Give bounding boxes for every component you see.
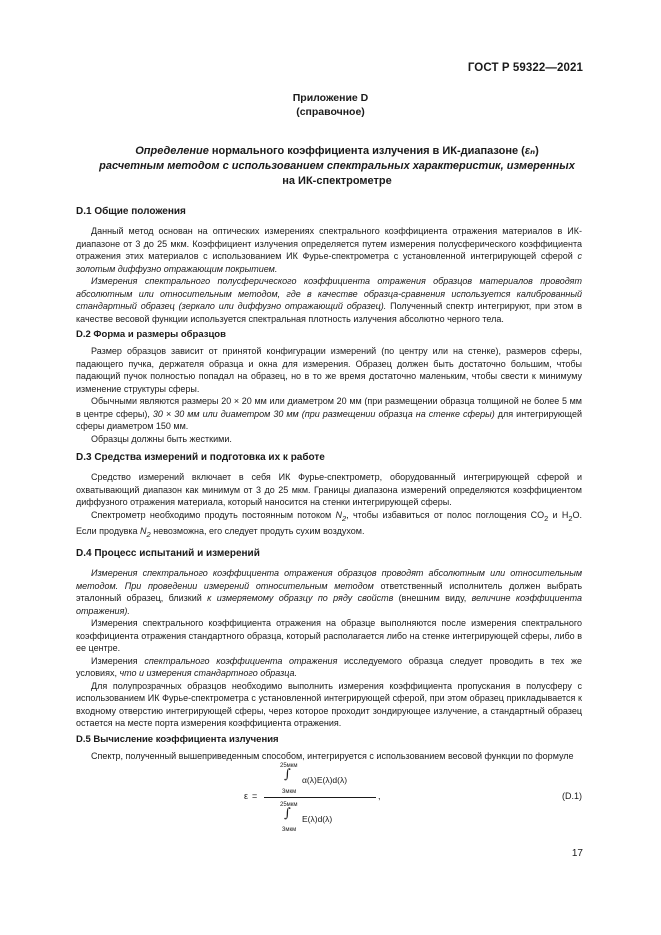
fraction-line (264, 797, 376, 798)
formula-epsilon: ε (244, 791, 249, 802)
annex-subtitle: (справочное) (296, 106, 365, 118)
numerator-upper-limit: 25мкм (280, 763, 298, 770)
denominator-lower-limit: 3мкм (282, 827, 297, 834)
section-d1-paragraph-2: Измерения спектрального полусферического коэффициента отражения образцов материалов проводят абсолютным или относительным методом, где в качестве образца-сравнения используется калиброванный стандартный образец (зеркало или диффузно отражающий образец). Полученный спектр интегрируют, при этом в качестве весовой функции используется спектральная плотность излучения абсолютно черного тела. (76, 276, 582, 324)
section-d2-paragraph-2: Обычными являются размеры 20 × 20 мм или диаметром 20 мм (при размещении образца толщиной не более 5 мм в центре сферы), 30 × 30 мм или диаметром 30 мм (при размещении образца на стенке сферы) для интегрирующей сферы диаметром 150 мм. (76, 396, 582, 431)
section-d4-paragraph-2: Измерения спектрального коэффициента отражения на образце выполняются после измерения спектрального коэффициента отражения стандартного образца, который располагается либо на стенке интегрирующей сферы, либо в ее центре. (76, 618, 582, 654)
document-title (72, 144, 602, 189)
section-d3-heading: D.3 Средства измерений и подготовка их к работе (76, 452, 325, 463)
section-d4-heading: D.4 Процесс испытаний и измерений (76, 548, 260, 560)
formula-comma: , (378, 791, 381, 802)
section-d1-heading: D.1 Общие положения (76, 206, 186, 217)
section-d2-paragraph-3: Образцы должны быть жесткими. (91, 433, 232, 444)
formula-number: (D.1) (562, 791, 582, 802)
numerator-integral-sign: ∫ (284, 767, 291, 783)
emissivity-formula (244, 763, 394, 834)
title-line-2: расчетным методом с использованием спектральных характеристик, измеренных (99, 160, 575, 172)
section-d1-paragraph-1: Данный метод основан на оптических измерениях спектрального коэффициента отражения материалов в ИК-диапазоне от 3 до 25 мкм. Коэффициент излучения определяется путем измерения полусферического коэффициента отражения этих материалов с использованием ИК Фурье-спектрометра с установленной интегрирующей сферой с золотым диффузно отражающим покрытием. (76, 226, 582, 274)
page-number: 17 (571, 848, 583, 859)
section-d5-heading: D.5 Вычисление коэффициента излучения (76, 733, 279, 745)
formula-equals: = (252, 791, 258, 802)
emissivity-formula-row (76, 763, 582, 834)
section-d3-paragraph-1: Средство измерений включает в себя ИК Фурье-спектрометр, оборудованный интегрирующей сферой и охватывающий диапазон как минимум от 3 до 25 мкм. Границы диапазона измерений определяются коэффициентом диффузного отражения материала, который наносится на стенки интегрирующей сферы. (76, 472, 582, 507)
title-line-3: на ИК-спектрометре (282, 175, 392, 187)
numerator-lower-limit: 3мкм (282, 789, 297, 796)
title-line-1: Определение нормального коэффициента излучения в ИК-диапазоне (εₙ) (135, 145, 539, 157)
section-d4-paragraph-3: Измерения спектрального коэффициента отражения исследуемого образца следует проводить в тех же условиях, что и измерения стандартного образца. (76, 655, 582, 679)
section-d5-paragraph-1: Спектр, полученный вышеприведенным способом, интегрируется с использованием весовой функции по формуле (91, 750, 574, 761)
section-d3-paragraph-2: Спектрометр необходимо продуть постоянным потоком $N_2$, чтобы избавиться от полос поглощения $CO_2$ и $H_2O$. Если продувка $N_2$ невозможна, его следует продуть сухим воздухом. (76, 509, 583, 539)
standard-number: ГОСТ Р 59322—2021 (467, 62, 583, 74)
section-d2-heading: D.2 Форма и размеры образцов (76, 329, 226, 340)
section-d4-paragraph-1: Измерения спектрального коэффициента отражения образцов проводят абсолютным или относительным методом. При проведении измерений относительным методом ответственный исполнитель должен выбрать эталонный образец, близкий к измеряемому образцу по ряду свойств (внешним виду, величине коэффициента отражения). (76, 568, 583, 616)
section-d2-paragraph-1: Размер образцов зависит от принятой конфигурации измерений (по центру или на стенке), размеров сферы, падающего пучка, держателя образца и окна для измерения. Образец должен быть достаточно большим, чтобы падающий пучок полностью попадал на образец, но в то же время достаточно маленьким, чтобы свести к минимуму изменение структуры сферы. (76, 346, 582, 394)
denominator-integral-sign: ∫ (284, 806, 291, 822)
denominator-upper-limit: 25мкм (280, 802, 298, 809)
annex-title: Приложение D (292, 92, 369, 104)
formula-denominator: E(λ)d(λ) (302, 814, 333, 825)
section-d4-paragraph-4: Для полупрозрачных образцов необходимо выполнить измерения коэффициента пропускания в полусферу с использованием ИК Фурье-спектрометра с установленной интегрирующей сферой, при этом образец прикладывается к входному отверстию интегрирующей сферы, через которое проходит зондирующее излучение, а стандартный образец остается на месте порта измерения коэффициента отражения. (76, 680, 582, 729)
formula-numerator: α(λ)E(λ)d(λ) (302, 775, 348, 786)
document-body (76, 205, 583, 834)
emissivity-symbol: εₙ (524, 145, 536, 157)
